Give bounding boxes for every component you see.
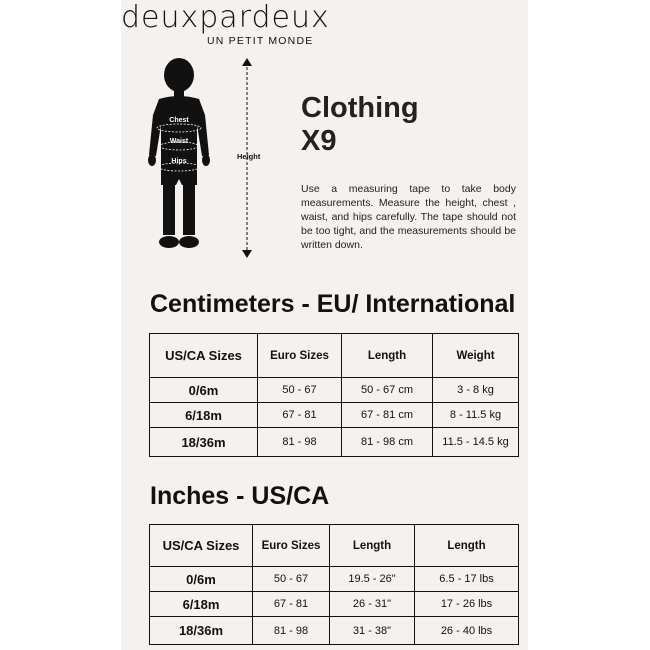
cell-euro: 50 - 67 (253, 567, 330, 592)
cell-weight: 8 - 11.5 kg (433, 403, 519, 428)
measuring-instructions: Use a measuring tape to take body measurements. Measure the height, chest , waist, and hips carefully. The tape should not be too tight, and the measurements should be written down. (301, 183, 516, 251)
cell-size: 18/36m (150, 428, 258, 457)
brand-name: deuxpardeux (121, 0, 330, 35)
cell-length: 26 - 31" (330, 592, 415, 617)
cm-section-heading: Centimeters - EU/ International (150, 290, 516, 318)
table-row (150, 592, 519, 617)
title-line-1: Clothing (301, 92, 419, 124)
cell-euro: 67 - 81 (258, 403, 342, 428)
header-length: Length (330, 525, 415, 567)
cell-length: 81 - 98 cm (342, 428, 433, 457)
cell-size: 0/6m (150, 567, 253, 592)
table-row (150, 428, 519, 457)
cm-size-table (149, 333, 519, 457)
cell-size: 6/18m (150, 403, 258, 428)
cell-euro: 67 - 81 (253, 592, 330, 617)
table-row (150, 378, 519, 403)
brand-logo (121, 0, 357, 50)
table-header-row (150, 334, 519, 378)
header-euro-sizes: Euro Sizes (258, 334, 342, 378)
cell-size: 6/18m (150, 592, 253, 617)
brand-subtitle: UN PETIT MONDE (207, 35, 314, 47)
height-label: Height (237, 152, 261, 161)
chest-label: Chest (169, 117, 189, 124)
cell-euro: 81 - 98 (258, 428, 342, 457)
size-guide-panel (121, 0, 528, 650)
header-us-ca-sizes: US/CA Sizes (150, 334, 258, 378)
child-silhouette-icon (142, 55, 217, 255)
header-weight: Weight (433, 334, 519, 378)
cell-length: 31 - 38" (330, 617, 415, 645)
cell-weight: 26 - 40 lbs (415, 617, 519, 645)
header-weight-length: Length (415, 525, 519, 567)
header-us-ca-sizes: US/CA Sizes (150, 525, 253, 567)
child-silhouette (142, 55, 217, 255)
cell-weight: 17 - 26 lbs (415, 592, 519, 617)
cell-size: 0/6m (150, 378, 258, 403)
page-title (301, 92, 419, 158)
cell-length: 19.5 - 26" (330, 567, 415, 592)
table-header-row (150, 525, 519, 567)
inches-section-heading: Inches - US/CA (150, 482, 330, 510)
table-row (150, 403, 519, 428)
title-line-2: X9 (301, 125, 337, 157)
header-euro-sizes: Euro Sizes (253, 525, 330, 567)
cell-weight: 11.5 - 14.5 kg (433, 428, 519, 457)
cell-length: 67 - 81 cm (342, 403, 433, 428)
table-row (150, 567, 519, 592)
waist-label: Waist (169, 138, 189, 145)
cell-weight: 6.5 - 17 lbs (415, 567, 519, 592)
hips-label: Hips (171, 158, 187, 165)
table-row (150, 617, 519, 645)
cell-euro: 81 - 98 (253, 617, 330, 645)
cell-size: 18/36m (150, 617, 253, 645)
header-length: Length (342, 334, 433, 378)
cell-length: 50 - 67 cm (342, 378, 433, 403)
cell-euro: 50 - 67 (258, 378, 342, 403)
inches-size-table (149, 524, 519, 645)
cell-weight: 3 - 8 kg (433, 378, 519, 403)
